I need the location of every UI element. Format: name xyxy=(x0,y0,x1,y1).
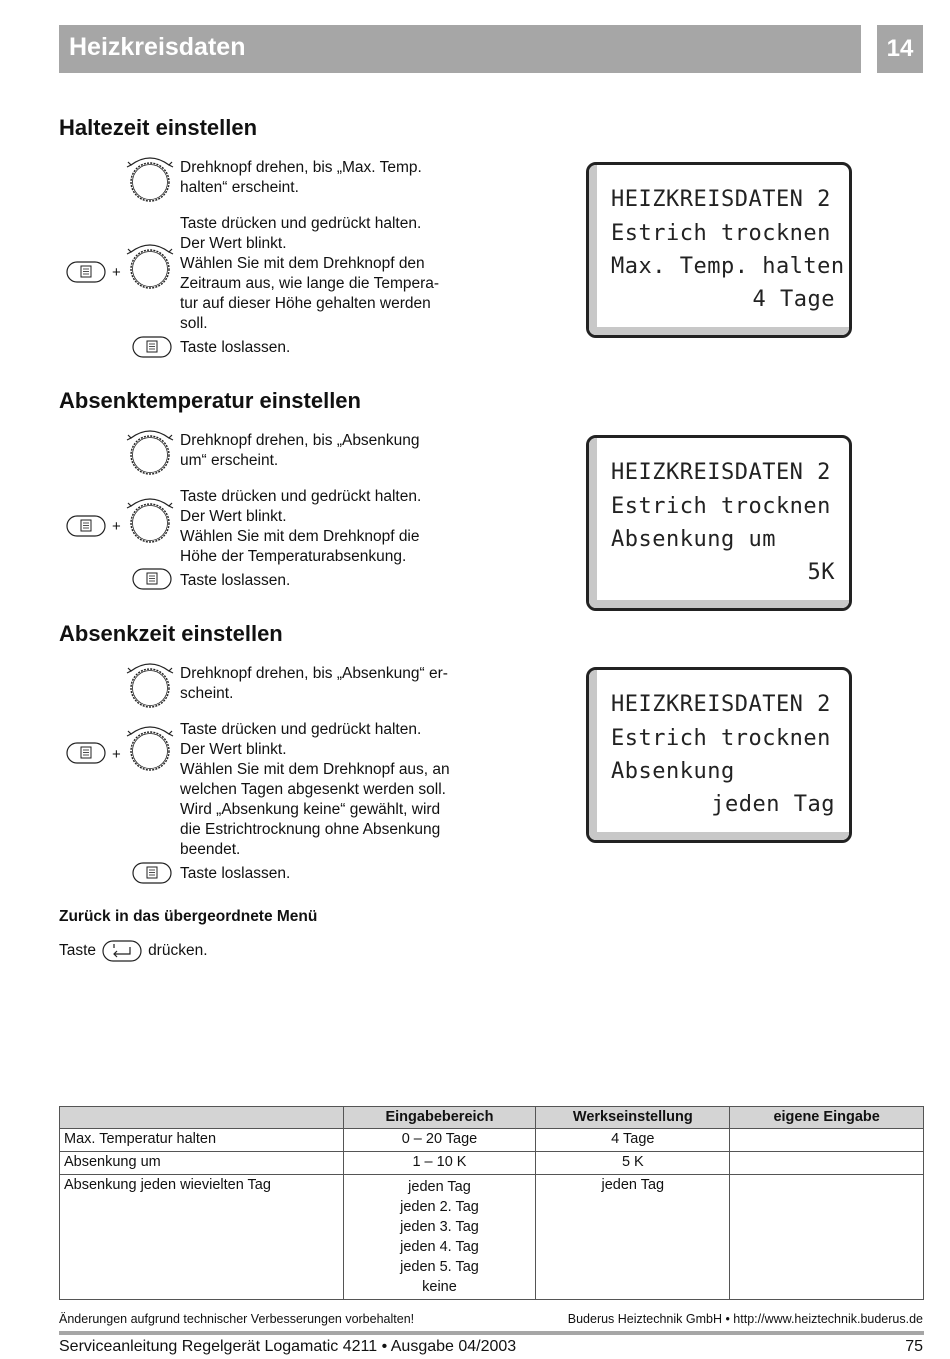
lcd-line-2: Estrich trocknen xyxy=(611,494,831,519)
step-text-absenktemperatur-1: Drehknopf drehen, bis „Absenkung um“ erscheint. xyxy=(180,432,420,469)
rotary-knob-icon xyxy=(126,153,174,203)
step-text-absenkzeit-2: Taste drücken und gedrückt halten. Der Wert blinkt. Wählen Sie mit dem Drehknopf aus, an welchen Tagen abgesenkt werden soll. Wird „Absenkung keine“ gewählt, wird die Estrichtrocknung ohne Absenkung beendet. xyxy=(180,721,450,858)
table-header-cell: Eingabebereich xyxy=(343,1107,536,1129)
menu-button-icon xyxy=(132,862,172,884)
back-button-icon xyxy=(102,940,142,962)
footer-note: Änderungen aufgrund technischer Verbesserungen vorbehalten! xyxy=(59,1312,415,1326)
table-cell-range: 1 – 10 K xyxy=(343,1152,536,1175)
lcd-line-2: Estrich trocknen xyxy=(611,726,831,751)
table-cell-default: 5 K xyxy=(536,1152,730,1175)
table-row xyxy=(60,1152,924,1175)
lcd-display-absenktemperatur xyxy=(586,435,852,611)
table-cell-own xyxy=(730,1175,924,1300)
section-heading-absenktemperatur: Absenktemperatur einstellen xyxy=(59,388,361,413)
lcd-line-1: HEIZKREISDATEN 2 xyxy=(611,460,831,485)
table-row xyxy=(60,1175,924,1300)
step-text-absenktemperatur-3: Taste loslassen. xyxy=(180,572,291,589)
table-header-cell xyxy=(60,1107,344,1129)
footer-manual-title: Serviceanleitung Regelgerät Logamatic 4211 • Ausgabe 04/2003 xyxy=(59,1338,517,1355)
step-text-absenktemperatur-2: Taste drücken und gedrückt halten. Der Wert blinkt. Wählen Sie mit dem Drehknopf die Höhe der Temperaturabsenkung. xyxy=(180,488,422,565)
table-cell-name: Max. Temperatur halten xyxy=(60,1129,344,1152)
lcd-display-absenkzeit xyxy=(586,667,852,843)
table-cell-range: jeden Tag jeden 2. Tag jeden 3. Tag jeden 4. Tag jeden 5. Tag keine xyxy=(343,1175,536,1300)
header-bar xyxy=(59,25,861,73)
footer-company: Buderus Heiztechnik GmbH • http://www.heiztechnik.buderus.de xyxy=(567,1312,923,1326)
table-header-cell: eigene Eingabe xyxy=(730,1107,924,1129)
step-text-absenkzeit-3: Taste loslassen. xyxy=(180,865,291,882)
lcd-line-3: Absenkung xyxy=(611,759,735,784)
plus-sign: + xyxy=(112,264,121,281)
lcd-display-haltezeit xyxy=(586,162,852,338)
rotary-knob-icon xyxy=(126,659,174,709)
menu-button-icon xyxy=(132,568,172,590)
plus-sign: + xyxy=(112,746,121,763)
page-number: 75 xyxy=(905,1338,923,1355)
menu-button-icon xyxy=(66,515,106,537)
table-header-row xyxy=(60,1107,924,1129)
lcd-line-4: jeden Tag xyxy=(711,792,835,817)
rotary-knob-icon xyxy=(126,240,174,290)
menu-button-icon xyxy=(66,261,106,283)
rotary-knob-icon xyxy=(126,722,174,772)
page-title: Heizkreisdaten xyxy=(69,33,246,61)
menu-button-icon xyxy=(66,742,106,764)
back-instruction: Taste drücken. xyxy=(59,940,208,962)
table-cell-own xyxy=(730,1152,924,1175)
lcd-line-1: HEIZKREISDATEN 2 xyxy=(611,692,831,717)
step-text-haltezeit-3: Taste loslassen. xyxy=(180,339,291,356)
step-text-haltezeit-2: Taste drücken und gedrückt halten. Der Wert blinkt. Wählen Sie mit dem Drehknopf den Zeitraum aus, wie lange die Tempera- tur auf dieser Höhe gehalten werden soll. xyxy=(180,215,440,332)
table-cell-name: Absenkung jeden wievielten Tag xyxy=(60,1175,344,1300)
table-cell-default: jeden Tag xyxy=(536,1175,730,1300)
table-row xyxy=(60,1129,924,1152)
table-header-cell: Werkseinstellung xyxy=(536,1107,730,1129)
lcd-line-3: Max. Temp. halten xyxy=(611,254,845,279)
plus-sign: + xyxy=(112,518,121,535)
section-heading-absenkzeit: Absenkzeit einstellen xyxy=(59,621,283,646)
step-text-absenkzeit-1: Drehknopf drehen, bis „Absenkung“ er- scheint. xyxy=(180,665,448,702)
rotary-knob-icon xyxy=(126,426,174,476)
table-cell-range: 0 – 20 Tage xyxy=(343,1129,536,1152)
step-text-haltezeit-1: Drehknopf drehen, bis „Max. Temp. halten“ erscheint. xyxy=(180,159,422,196)
parameter-table xyxy=(59,1106,924,1300)
rotary-knob-icon xyxy=(126,494,174,544)
table-cell-name: Absenkung um xyxy=(60,1152,344,1175)
lcd-line-2: Estrich trocknen xyxy=(611,221,831,246)
table-cell-default: 4 Tage xyxy=(536,1129,730,1152)
lcd-line-3: Absenkung um xyxy=(611,527,776,552)
lcd-line-1: HEIZKREISDATEN 2 xyxy=(611,187,831,212)
chapter-box xyxy=(877,25,923,73)
chapter-number: 14 xyxy=(886,35,914,62)
back-heading: Zurück in das übergeordnete Menü xyxy=(59,908,318,925)
table-cell-own xyxy=(730,1129,924,1152)
section-heading-haltezeit: Haltezeit einstellen xyxy=(59,115,258,140)
lcd-line-4: 5K xyxy=(807,560,835,585)
footer-divider xyxy=(59,1331,924,1335)
lcd-line-4: 4 Tage xyxy=(752,287,835,312)
menu-button-icon xyxy=(132,336,172,358)
